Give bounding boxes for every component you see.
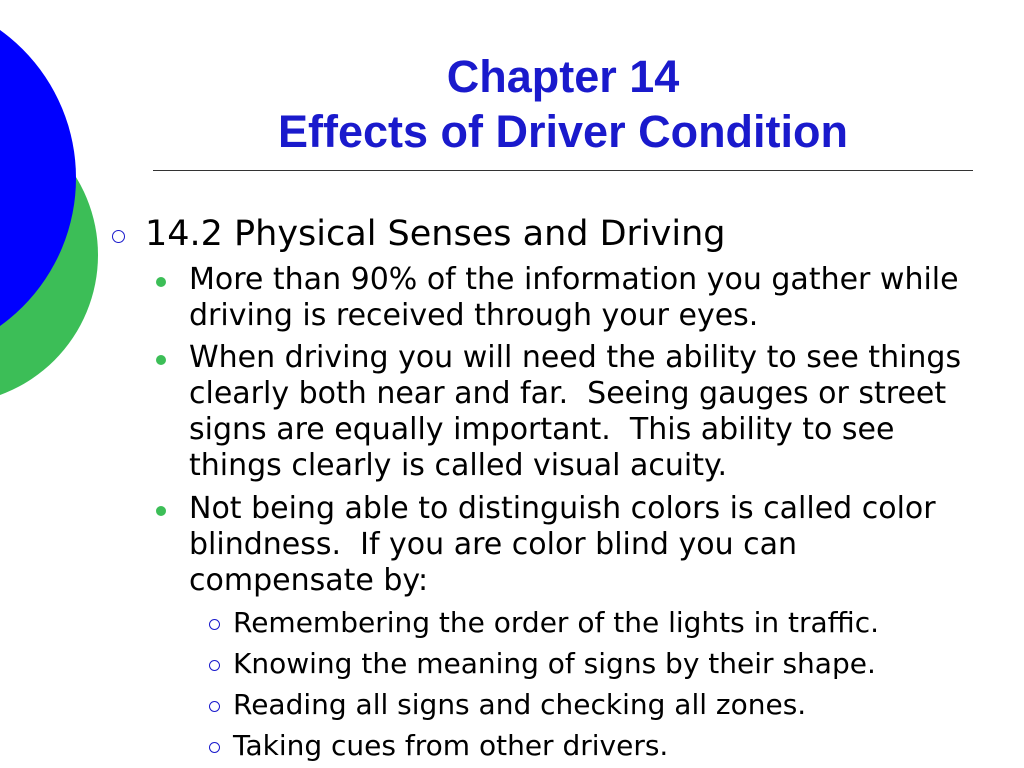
bullet-list <box>0 262 1024 763</box>
hollow-circle-bullet-icon <box>209 619 220 630</box>
hollow-circle-bullet-icon <box>112 230 125 243</box>
sub-bullet-item <box>0 688 1024 722</box>
bullet-text-line: Not being able to distinguish colors is called color <box>189 490 936 526</box>
bullet-text-line: compensate by: <box>189 562 429 598</box>
slide-body <box>0 213 1024 763</box>
sub-bullet-item <box>0 606 1024 640</box>
title-divider <box>153 170 973 171</box>
filled-dot-bullet-icon <box>156 277 166 287</box>
hollow-circle-bullet-icon <box>209 660 220 671</box>
bullet-text-line: driving is received through your eyes. <box>189 297 759 333</box>
bullet-text-line: clearly both near and far. Seeing gauges or street <box>189 376 947 411</box>
bullet-text <box>189 262 1024 334</box>
slide-title-line: Effects of Driver Condition <box>277 106 849 157</box>
sub-bullet-text: Reading all signs and checking all zones. <box>233 687 807 721</box>
bullet-item <box>0 262 1024 334</box>
filled-dot-bullet-icon <box>156 506 166 516</box>
section-heading <box>0 213 1024 255</box>
bullet-text-line: signs are equally important. This ability to see <box>189 412 895 447</box>
slide-title-line: Chapter 14 <box>446 51 680 102</box>
section-heading-text: 14.2 Physical Senses and Driving <box>145 214 726 254</box>
bullet-text <box>189 340 1024 484</box>
bullet-item <box>0 340 1024 484</box>
hollow-circle-bullet-icon <box>209 742 220 753</box>
bullet-text-line: More than 90% of the information you gather while <box>189 261 959 297</box>
sub-bullet-item <box>0 647 1024 681</box>
hollow-circle-bullet-icon <box>209 701 220 712</box>
bullet-text-line: When driving you will need the ability to see things <box>189 340 962 375</box>
bullet-text-line: blindness. If you are color blind you can <box>189 526 798 562</box>
filled-dot-bullet-icon <box>156 355 166 365</box>
slide-title <box>153 49 973 159</box>
sub-bullet-text: Taking cues from other drivers. <box>233 728 669 762</box>
sub-bullet-text: Remembering the order of the lights in traffic. <box>233 605 880 639</box>
sub-bullet-item <box>0 729 1024 763</box>
bullet-item <box>0 491 1024 763</box>
sub-bullet-text: Knowing the meaning of signs by their shape. <box>233 646 876 680</box>
bullet-text <box>189 491 1024 599</box>
bullet-text-line: things clearly is called visual acuity. <box>189 448 728 483</box>
